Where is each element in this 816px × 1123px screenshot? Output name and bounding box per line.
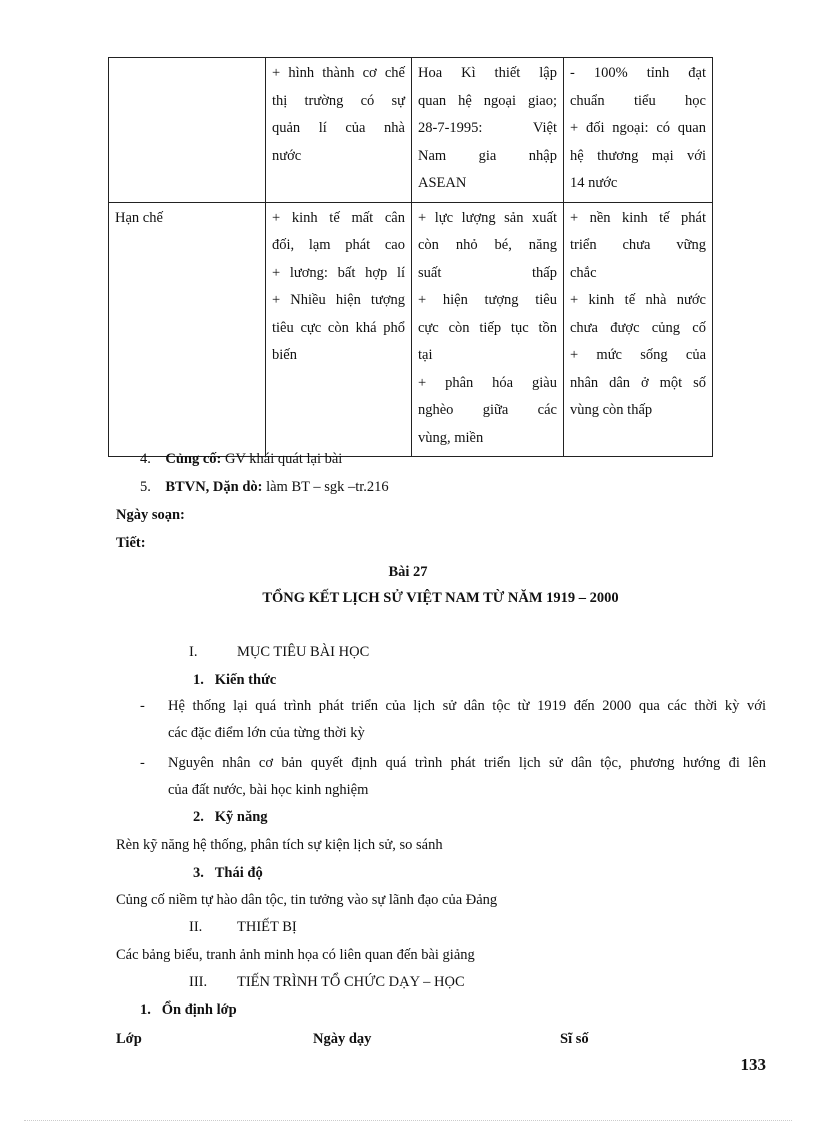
paragraph: Rèn kỹ năng hệ thống, phân tích sự kiện lịch sử, so sánh: [116, 837, 443, 853]
cell-text-line: + nền kinh tế phát: [570, 209, 706, 226]
column-label-si-so: Sĩ số: [560, 1031, 589, 1047]
cell-text-line: chuẩn tiểu học: [570, 92, 706, 109]
subheading-title: Kiến thức: [214, 672, 277, 688]
section-number: III.: [189, 974, 208, 990]
table-cell: [266, 202, 412, 457]
page-number: 133: [740, 1055, 766, 1074]
list-item-btvn: [140, 479, 389, 496]
ngay-soan-label: Ngày soạn:: [116, 507, 185, 523]
cell-text-line: quản lí của nhà: [272, 120, 405, 136]
bullet-text: của đất nước, bài học kinh nghiệm: [168, 782, 369, 798]
column-label-ngay-day: Ngày dạy: [313, 1031, 372, 1047]
section-title: MỤC TIÊU BÀI HỌC: [237, 644, 370, 660]
cell-text-line: nhân dân ở một số: [570, 374, 706, 391]
page-bottom-divider: [24, 1120, 792, 1121]
cell-text-line: nghèo giữa các: [418, 402, 557, 418]
cell-text-line: vùng còn thấp: [570, 402, 653, 418]
subheading-title: Kỹ năng: [214, 809, 268, 825]
cell-text-line: biến: [272, 347, 297, 363]
cell-text-line: + kinh tế nhà nước: [570, 292, 706, 308]
lesson-title: TỔNG KẾT LỊCH SỬ VIỆT NAM TỪ NĂM 1919 – 2000: [262, 590, 619, 606]
cell-text-line: - 100% tỉnh đạt: [570, 65, 706, 81]
bullet-text: Hệ thống lại quá trình phát triển của lịch sử dân tộc từ 1919 đến 2000 qua các thời kỳ với: [168, 698, 766, 714]
cell-text-line: hệ thương mại với: [570, 147, 706, 164]
cell-text-line: + đối ngoại: có quan: [570, 120, 706, 136]
btvn-label: BTVN, Dặn dò:: [165, 479, 263, 495]
cell-text-line: + lực lượng sản xuất: [418, 209, 557, 226]
table-cell: [266, 58, 412, 203]
cell-text-line: thị trường có sự: [272, 92, 405, 109]
cell-text-line: + hiện tượng tiêu: [418, 292, 557, 308]
subheading-ky-nang: [193, 809, 268, 826]
subheading-title: Thái độ: [214, 865, 263, 881]
cell-text-line: chưa được củng cố: [570, 319, 706, 336]
subheading-number: 3.: [193, 865, 204, 881]
tiet-label: Tiết:: [116, 535, 146, 551]
subheading-number: 1.: [140, 1002, 151, 1018]
cell-text-line: cực còn tiếp tục tồn: [418, 319, 557, 336]
table-cell: [412, 202, 564, 457]
section-title: THIẾT BỊ: [237, 919, 297, 935]
bullet-text: Nguyên nhân cơ bản quyết định quá trình phát triển lịch sử dân tộc, phương hướng đi lên: [168, 755, 766, 771]
cell-text-line: chắc: [570, 264, 597, 281]
cell-text-line: ASEAN: [418, 175, 467, 191]
table-cell: [412, 58, 564, 203]
section-title: TIẾN TRÌNH TỔ CHỨC DẠY – HỌC: [237, 974, 465, 990]
subheading-title: Ổn định lớp: [161, 1002, 237, 1018]
table-cell: [564, 202, 713, 457]
cell-text-line: 14 nước: [570, 175, 618, 191]
cell-text-line: vùng, miền: [418, 429, 484, 446]
subheading-number: 2.: [193, 809, 204, 825]
cell-text-line: triển chưa vững: [570, 237, 706, 253]
cell-text-line: + phân hóa giàu: [418, 374, 557, 391]
btvn-text: làm BT – sgk –tr.216: [262, 479, 389, 495]
table-cell: [564, 58, 713, 203]
cell-text-line: Nam gia nhập: [418, 147, 557, 164]
list-number: 5.: [140, 479, 151, 495]
subheading-on-dinh-lop: [140, 1002, 237, 1019]
subheading-kien-thuc: [193, 672, 276, 689]
cell-text-line: + hình thành cơ chế: [272, 65, 405, 81]
subheading-thai-do: [193, 865, 263, 882]
list-item-cungco: [140, 451, 342, 468]
section-number: II.: [189, 919, 203, 935]
list-number: 4.: [140, 451, 151, 467]
cell-text-line: đối, lạm phát cao: [272, 237, 405, 253]
section-heading-1: [189, 644, 369, 661]
bullet-text: các đặc điểm lớn của từng thời kỳ: [168, 725, 365, 741]
bullet-dash: -: [140, 698, 145, 714]
cell-text-line: tại: [418, 347, 433, 363]
section-heading-3: [189, 974, 465, 991]
section-number: I.: [189, 644, 198, 660]
section-heading-2: [189, 919, 297, 936]
paragraph: Các bảng biểu, tranh ảnh minh họa có liên quan đến bài giảng: [116, 947, 475, 963]
cell-text-line: 28-7-1995: Việt: [418, 120, 557, 136]
cell-text-line: quan hệ ngoại giao;: [418, 92, 557, 109]
summary-table: [108, 57, 713, 457]
cungco-label: Củng cố:: [165, 451, 222, 467]
column-label-lop: Lớp: [116, 1031, 142, 1047]
paragraph: Củng cố niềm tự hào dân tộc, tin tưởng vào sự lãnh đạo của Đảng: [116, 892, 498, 908]
cell-text-line: + Nhiều hiện tượng: [272, 292, 405, 308]
cell-text-line: + mức sống của: [570, 347, 706, 363]
table-row: [109, 202, 713, 457]
bullet-dash: -: [140, 755, 145, 771]
table-cell: [109, 58, 266, 203]
cell-text-line: Hạn chế: [115, 209, 163, 226]
cell-text-line: nước: [272, 147, 302, 164]
table-cell: [109, 202, 266, 457]
cell-text-line: còn nhỏ bé, năng: [418, 237, 557, 253]
cell-text-line: Hoa Kì thiết lập: [418, 65, 557, 81]
lesson-number: Bài 27: [388, 564, 428, 580]
table-row: [109, 58, 713, 203]
cell-text-line: + lương: bất hợp lí: [272, 264, 405, 281]
cell-text-line: + kinh tế mất cân: [272, 209, 405, 226]
subheading-number: 1.: [193, 672, 204, 688]
cell-text-line: suất thấp: [418, 264, 557, 281]
cungco-text: GV khái quát lại bài: [221, 451, 343, 467]
cell-text-line: tiêu cực còn khá phổ: [272, 319, 405, 336]
